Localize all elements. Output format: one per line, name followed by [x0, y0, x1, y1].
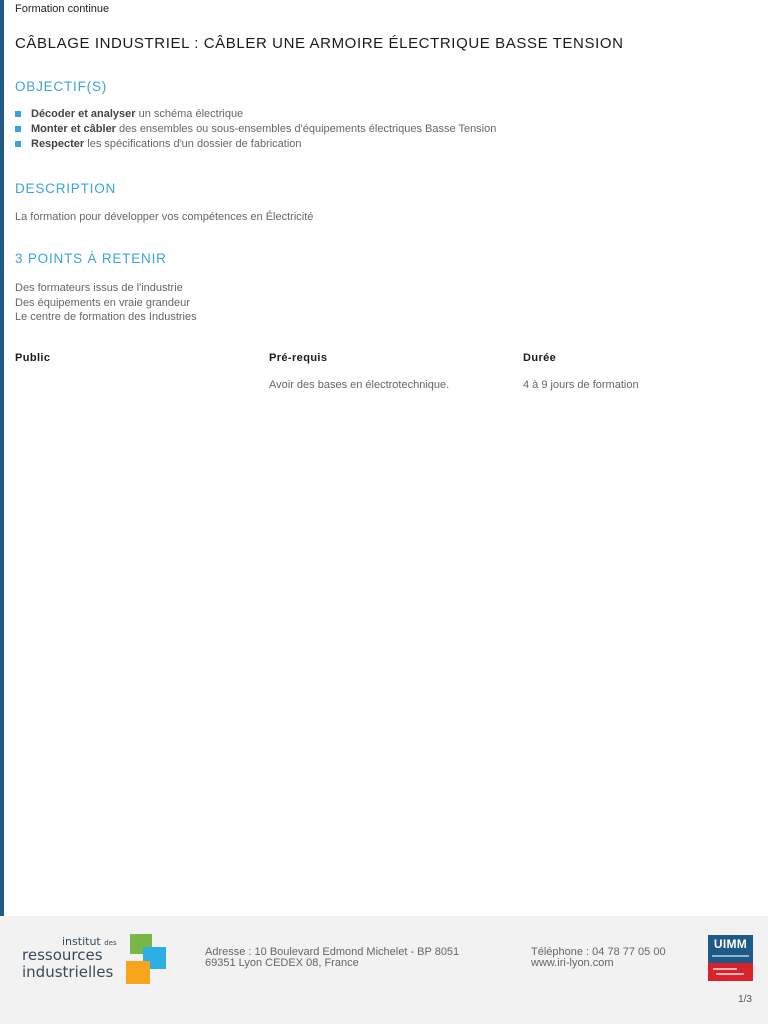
page-title: CÂBLAGE INDUSTRIEL : CÂBLER UNE ARMOIRE ÉLECTRIQUE BASSE TENSION: [15, 35, 624, 52]
duree-value: 4 à 9 jours de formation: [523, 379, 639, 391]
objectifs-list: [15, 107, 496, 152]
public-label: Public: [15, 352, 51, 364]
footer: [0, 916, 768, 1024]
contact-block: [531, 947, 666, 969]
description-heading: DESCRIPTION: [15, 181, 117, 196]
logo-orange-square: [126, 961, 150, 984]
bullet-square-icon: [15, 111, 21, 117]
page-number: 1/3: [738, 994, 752, 1005]
uimm-logo: UIMM: [708, 935, 753, 981]
address-line: 69351 Lyon CEDEX 08, France: [205, 957, 359, 969]
points-heading: 3 POINTS À RETENIR: [15, 251, 167, 266]
list-item: Décoder et analyser un schéma électrique: [15, 107, 496, 122]
iri-logo: institut des ressources industrielles: [22, 934, 172, 988]
prerequis-label: Pré-requis: [269, 352, 328, 364]
address-block: [205, 947, 459, 969]
bullet-square-icon: [15, 141, 21, 147]
point-line: Des formateurs issus de l'industrie: [15, 282, 183, 294]
bullet-square-icon: [15, 126, 21, 132]
header-label: Formation continue: [15, 3, 110, 15]
point-line: Des équipements en vraie grandeur: [15, 296, 190, 309]
phone-text: Téléphone : 04 78 77 05 00: [531, 946, 666, 958]
objectifs-heading: OBJECTIF(S): [15, 79, 108, 94]
description-text: La formation pour développer vos compétences en Électricité: [15, 211, 314, 223]
left-accent-bar: [0, 0, 4, 916]
list-item: Monter et câbler des ensembles ou sous-ensembles d'équipements électriques Basse Tension: [15, 122, 496, 137]
list-item: Respecter les spécifications d'un dossier de fabrication: [15, 137, 496, 152]
prerequis-value: Avoir des bases en électrotechnique.: [269, 379, 450, 391]
points-list: [15, 281, 197, 325]
point-line: Le centre de formation des Industries: [15, 311, 197, 323]
duree-label: Durée: [523, 352, 557, 364]
website-link[interactable]: www.iri-lyon.com: [531, 957, 614, 969]
address-line: Adresse : 10 Boulevard Edmond Michelet - BP 8051: [205, 946, 460, 958]
